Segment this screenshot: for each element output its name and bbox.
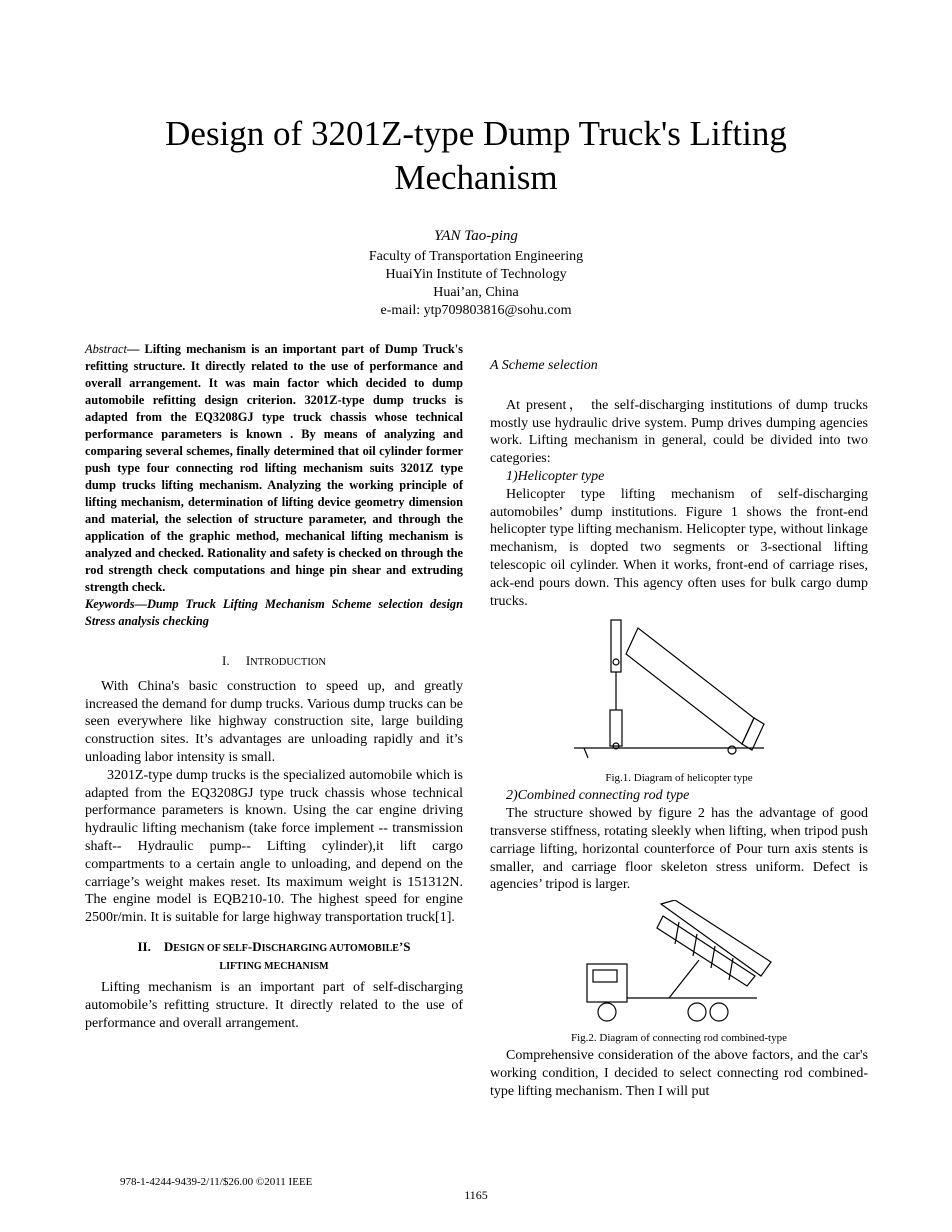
author-email: e-mail: ytp709803816@sohu.com [380,303,572,318]
section-2-title-a: ESIGN OF SELF [173,942,248,954]
section-1-initial: I [245,653,251,668]
author-institute: HuaiYin Institute of Technology [385,267,567,282]
fig2-front-wheel [598,1003,616,1021]
fig2-carriage-floor [657,916,755,986]
fig2-caption: Fig.2. Diagram of connecting rod combined-type [571,1032,787,1045]
paper-title: Design of 3201Z-type Dump Truck's Lifting Mechanism [165,114,787,197]
section-1-number: I. [221,653,230,668]
abstract-text: Lifting mechanism is an important part of Dump Truck's refitting structure. It directly related to the use of performance and overall arrangement. It was main factor which decided to dump automobile refitting design criterion. 3201Z-type dump trucks is adapted from the EQ3208GJ type truck chassis whose technical performance parameters is known . By means of analyzing and comparing several schemes, finally determined that oil cylinder former push type four connecting rod lifting mechanism suits 3201Z type dump trucks lifting mechanism. Analyzing the working principle of lifting mechanism, determination of lifting device geometry dimension and material, the selection of structure parameter, and through the application of the graphic method, mechanical lifting mechanism is analyzed and checked. Rationality and safety is checked on through the rod strength check computations and hinge pin shear and extruding strength check. [85,342,463,594]
fig2-raised-carriage [661,900,771,976]
fig1-helicopter-diagram [574,618,784,768]
right-paragraph-2: Helicopter type lifting mechanism of self-discharging automobiles’ dump institutions. Figure 1 shows the front-end helicopter type lifting mechanism. Helicopter type, without linkage mechanism, is dopted two segments or 3-sectional lifting telescopic oil cylinder. When it works, front-end of carriage rises, ack-end pours down. This agency often uses for bulk cargo dump trucks. [490,486,868,609]
fig1-caption: Fig.1. Diagram of helicopter type [605,772,753,785]
fig1-rear-pivot [728,746,736,754]
subsection-a-heading: A Scheme selection [490,358,598,373]
section-2-title-c: ISCHARGING AUTOMOBILE [261,942,399,954]
fig1-pivot-top [613,659,619,665]
right-paragraph-1: At present， the self-discharging institutions of dump trucks mostly use hydraulic drive system. Pump drives dumping agencies work. Lifting mechanism in general, could be divided into two categories: [490,397,868,467]
page-number: 1165 [464,1188,488,1202]
section-2-paragraph-1: Lifting mechanism is an important part of self-discharging automobile’s refitting structure. It directly related to the use of performance and overall arrangement. [85,979,463,1031]
author-dept: Faculty of Transportation Engineering [368,249,584,264]
right-paragraph-3: The structure showed by figure 2 has the advantage of good transverse stiffness, rotating sleekly when lifting, when tripod push carriage lifting, horizontal counterforce of Pour turn axis stents is smaller, and carriage floor skeleton stress uniform. Defect is agencies’ tripod is larger. [490,806,868,893]
subsub-combined-heading: 2)Combined connecting rod type [506,788,690,804]
right-paragraph-4: Comprehensive consideration of the above factors, and the car's working condition, I decided to select connecting rod combined-type lifting mechanism. Then I will put [490,1048,868,1099]
fig1-cylinder-top [611,620,621,672]
abstract-label: Abstract [85,342,127,356]
fig1-carriage-end [742,718,764,750]
fig2-rear-wheel-1 [688,1003,706,1021]
fig1-cylinder-bottom [610,710,622,746]
section-2-title-b: -D [247,938,262,954]
fig2-lift-rod [669,960,699,998]
keywords: Keywords—Dump Truck Lifting Mechanism Scheme selection design Stress analysis checking [85,597,463,628]
author-name: YAN Tao-ping [434,228,518,244]
author-block [280,227,672,320]
footer-copyright: 978-1-4244-9439-2/11/$26.00 ©2011 IEEE [120,1176,313,1188]
subsub-helicopter-heading: 1)Helicopter type [506,468,605,484]
section-2-title-line2: LIFTING MECHANISM [219,960,329,972]
abstract-dash: — [127,342,140,356]
section-1-title-rest: NTRODUCTION [250,657,326,668]
section-2-initial: D [163,938,174,954]
fig2-cab-window [593,970,617,982]
section-1-heading [85,652,463,672]
abstract [85,341,463,596]
section-2-heading [85,939,463,975]
section-2-title-d: ’S [398,938,411,954]
fig1-carriage [626,628,754,744]
left-column [85,341,463,1032]
fig2-rear-wheel-2 [710,1003,728,1021]
section-1-paragraph-1: With China's basic construction to speed up, and greatly increased the demand for dump trucks. Various dump trucks can be seen everywhere like highway construction site, large building construction sites. It’s advantages are unloading rapidly and it’s unloading labor intensity is small. [85,678,463,765]
section-1-paragraph-2: 3201Z-type dump trucks is the specialized automobile which is adapted from the EQ3208GJ type truck chassis whose technical performance parameters is known. Using the car engine driving hydraulic lifting mechanism (take force implement -- transmission shaft-- Hydraulic pump-- Lifting cylinder),it lift cargo compartments to a certain angle to unloading, and depend on the carriage’s weight makes reset. Its maximum weight is 151312N. The engine model is EQB210-10. The highest speed for engine 2500r/min. It is suitable for large highway transportation truck[1]. [85,767,463,926]
section-2-number: II. [137,938,151,954]
fig2-dump-truck-diagram [579,900,779,1028]
author-city: Huai’an, China [433,285,519,300]
right-column [490,341,868,1101]
fig1-hatch [584,748,588,758]
